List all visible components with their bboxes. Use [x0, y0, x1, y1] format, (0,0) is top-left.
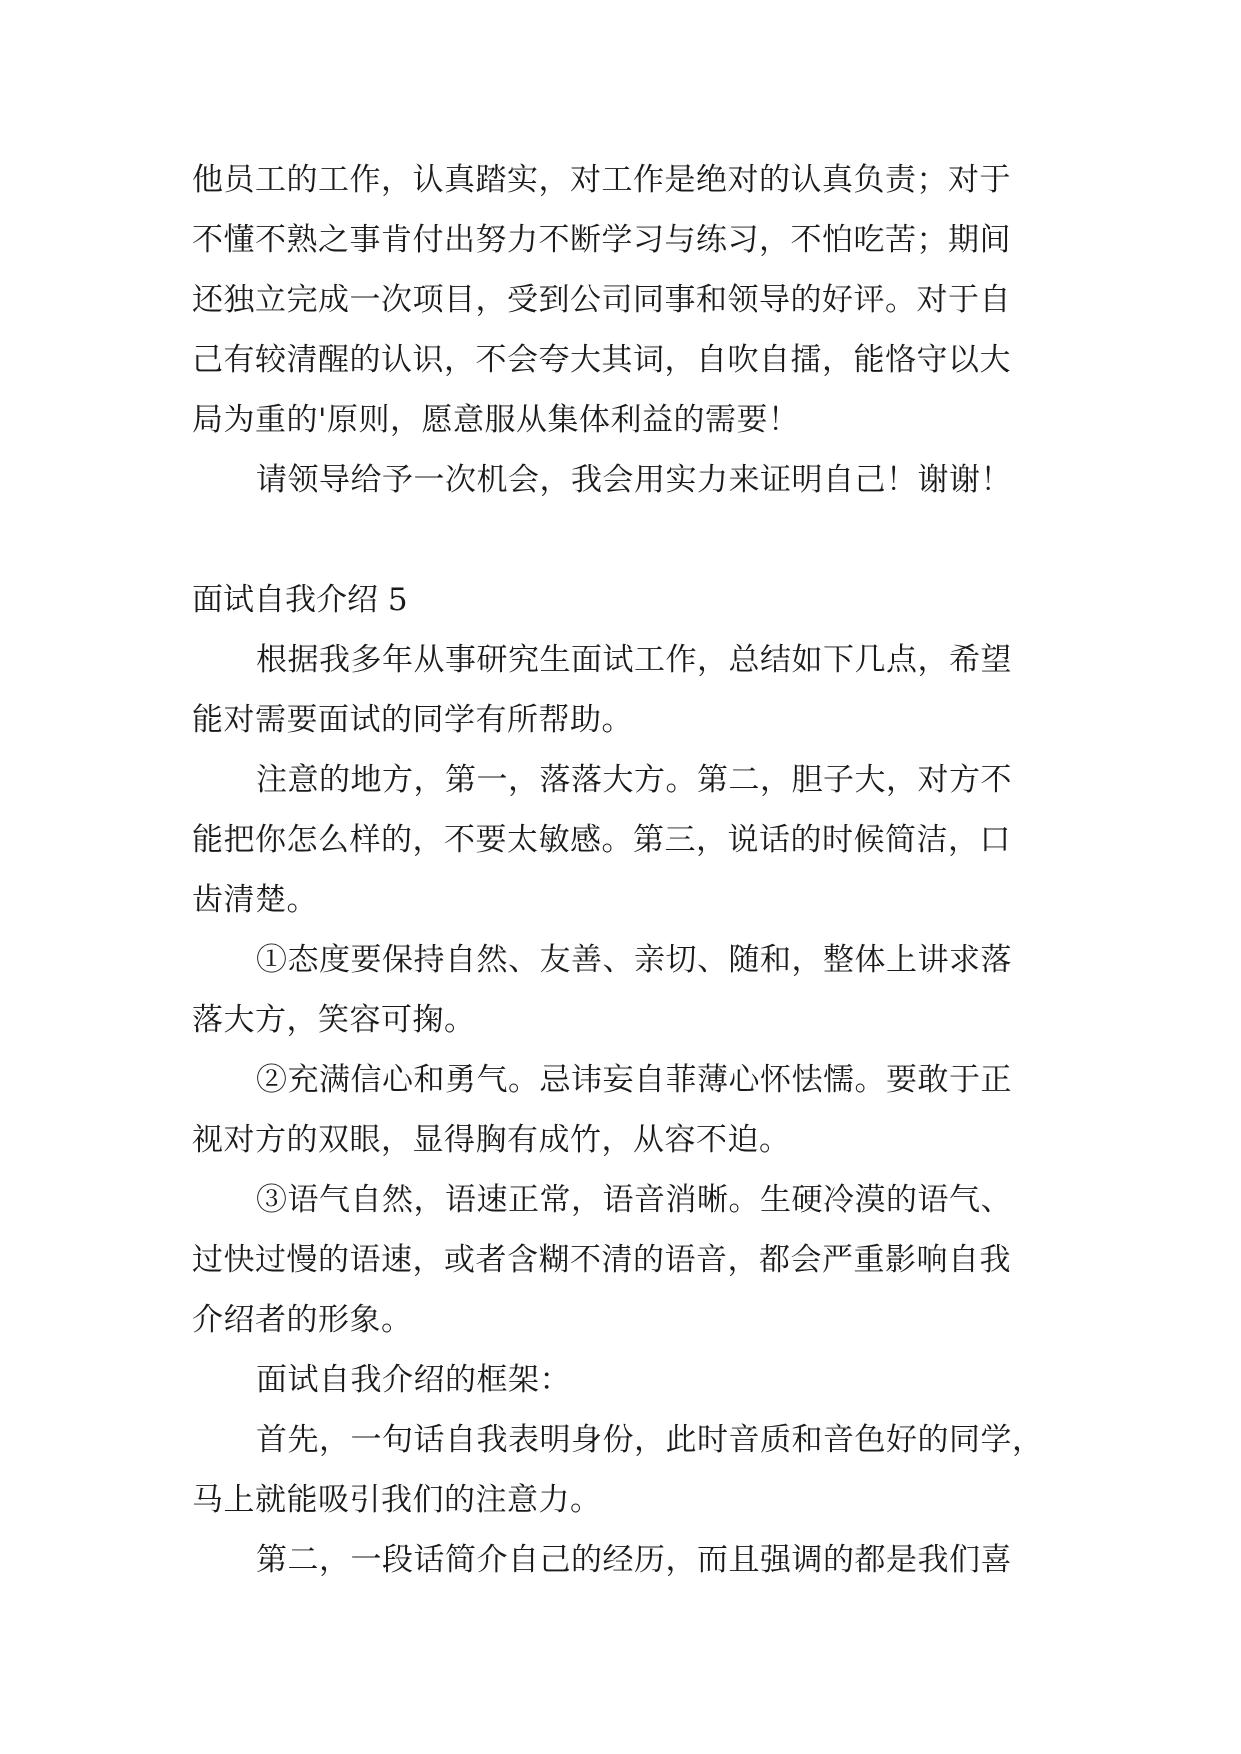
section-heading: 面试自我介绍 5: [192, 582, 408, 618]
text-line: ②充满信心和勇气。忌讳妄自菲薄心怀怯懦。要敢于正: [256, 1062, 1012, 1098]
text-line: 注意的地方，第一，落落大方。第二，胆子大，对方不: [256, 762, 1012, 798]
text-line: 还独立完成一次项目，受到公司同事和领导的好评。对于自: [192, 282, 1011, 318]
text-line: 介绍者的形象。: [192, 1302, 413, 1338]
paragraph: [192, 1170, 1052, 1350]
text-line: 齿清楚。: [192, 882, 318, 918]
paragraph: [192, 630, 1052, 750]
text-line: 马上就能吸引我们的注意力。: [192, 1482, 602, 1518]
text-line: 视对方的双眼，显得胸有成竹，从容不迫。: [192, 1122, 791, 1158]
paragraph-closing: [192, 450, 1052, 510]
text-line: 过快过慢的语速，或者含糊不清的语音，都会严重影响自我: [192, 1242, 1011, 1278]
paragraph: [192, 1410, 1052, 1530]
text-line: ①态度要保持自然、友善、亲切、随和，整体上讲求落: [256, 942, 1012, 978]
text-line: 能对需要面试的同学有所帮助。: [192, 702, 633, 738]
paragraph: [192, 930, 1052, 1050]
paragraph: [192, 1350, 1052, 1410]
text-line: 落大方，笑容可掬。: [192, 1002, 476, 1038]
text-line: 首先，一句话自我表明身份，此时音质和音色好的同学，: [256, 1422, 1044, 1458]
text-line: 他员工的工作，认真踏实，对工作是绝对的认真负责；对于: [192, 162, 1011, 198]
text-line: 能把你怎么样的，不要太敏感。第三，说话的时候简洁，口: [192, 822, 1011, 858]
text-line: 请领导给予一次机会，我会用实力来证明自己！谢谢！: [256, 462, 1012, 498]
paragraph: [192, 750, 1052, 930]
text-line: 局为重的'原则，愿意服从集体利益的需要！: [192, 402, 800, 438]
text-line: ③语气自然，语速正常，语音消晰。生硬冷漠的语气、: [256, 1182, 1012, 1218]
text-line: 根据我多年从事研究生面试工作，总结如下几点，希望: [256, 642, 1012, 678]
document-page: [192, 150, 1052, 1590]
paragraph: [192, 1530, 1052, 1590]
paragraph-continued: [192, 150, 1052, 450]
paragraph: [192, 1050, 1052, 1170]
text-line: 第二，一段话简介自己的经历，而且强调的都是我们喜: [256, 1542, 1012, 1578]
text-line: 不懂不熟之事肯付出努力不断学习与练习，不怕吃苦；期间: [192, 222, 1011, 258]
text-line: 己有较清醒的认识，不会夸大其词，自吹自擂，能恪守以大: [192, 342, 1011, 378]
text-line: 面试自我介绍的框架：: [256, 1362, 571, 1398]
